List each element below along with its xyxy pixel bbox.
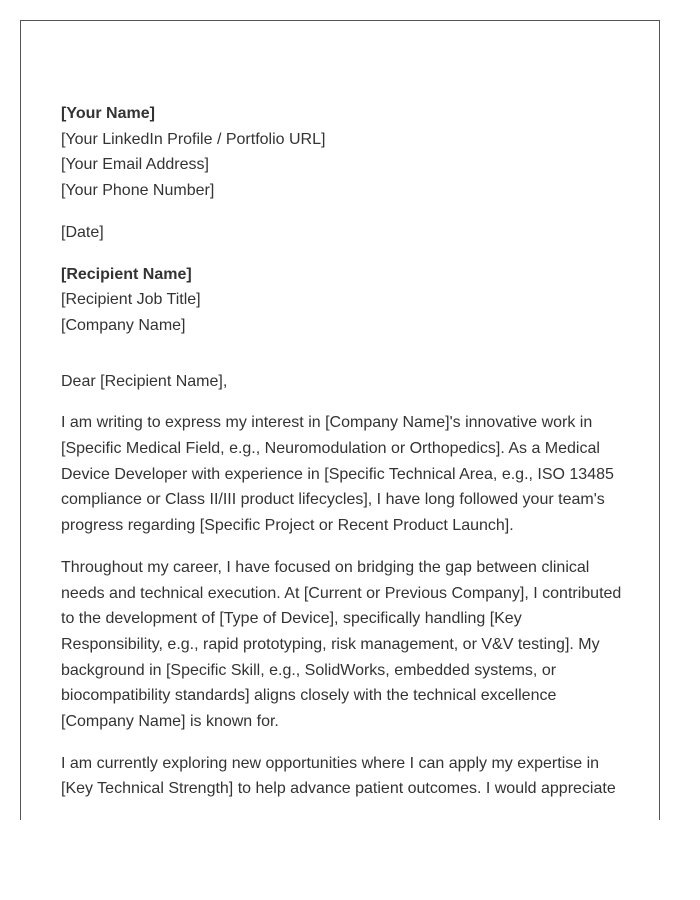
sender-profile-url: [Your LinkedIn Profile / Portfolio URL] <box>61 130 326 148</box>
cover-letter <box>61 101 626 818</box>
sender-name: [Your Name] <box>61 105 155 122</box>
salutation: Dear [Recipient Name], <box>61 372 228 390</box>
sender-phone: [Your Phone Number] <box>61 182 215 200</box>
body-paragraph-2: Throughout my career, I have focused on bridging the gap between clinical needs and technical execution. At [Current or Previous Company], I contributed to the development of [Type of Device], specifically handling [Key Responsibility, e.g., rapid prototyping, risk management, or V&V testing]. My background in [Specific Skill, e.g., SolidWorks, embedded systems, or biocompatibility standards] aligns closely with the technical excellence [Company Name] is known for. <box>61 558 622 731</box>
date-block <box>61 220 626 246</box>
sender-block <box>61 101 626 204</box>
letter-page <box>20 20 660 820</box>
recipient-block <box>61 262 626 339</box>
letter-date: [Date] <box>61 223 104 241</box>
body-paragraph-1: I am writing to express my interest in [Company Name]'s innovative work in [Specific Medical Field, e.g., Neuromodulation or Orthopedics]. As a Medical Device Developer with experience in [Specific Technical Area, e.g., ISO 13485 compliance or Class II/III product lifecycles], I have long followed your team's progress regarding [Specific Project or Recent Product Launch]. <box>61 414 614 535</box>
body-paragraph-3: I am currently exploring new opportunities where I can apply my expertise in [Key Technical Strength] to help advance patient outcomes. I would appreciate <box>61 754 616 798</box>
recipient-company: [Company Name] <box>61 316 186 334</box>
recipient-job-title: [Recipient Job Title] <box>61 291 201 309</box>
sender-email: [Your Email Address] <box>61 156 209 174</box>
recipient-name: [Recipient Name] <box>61 265 192 283</box>
